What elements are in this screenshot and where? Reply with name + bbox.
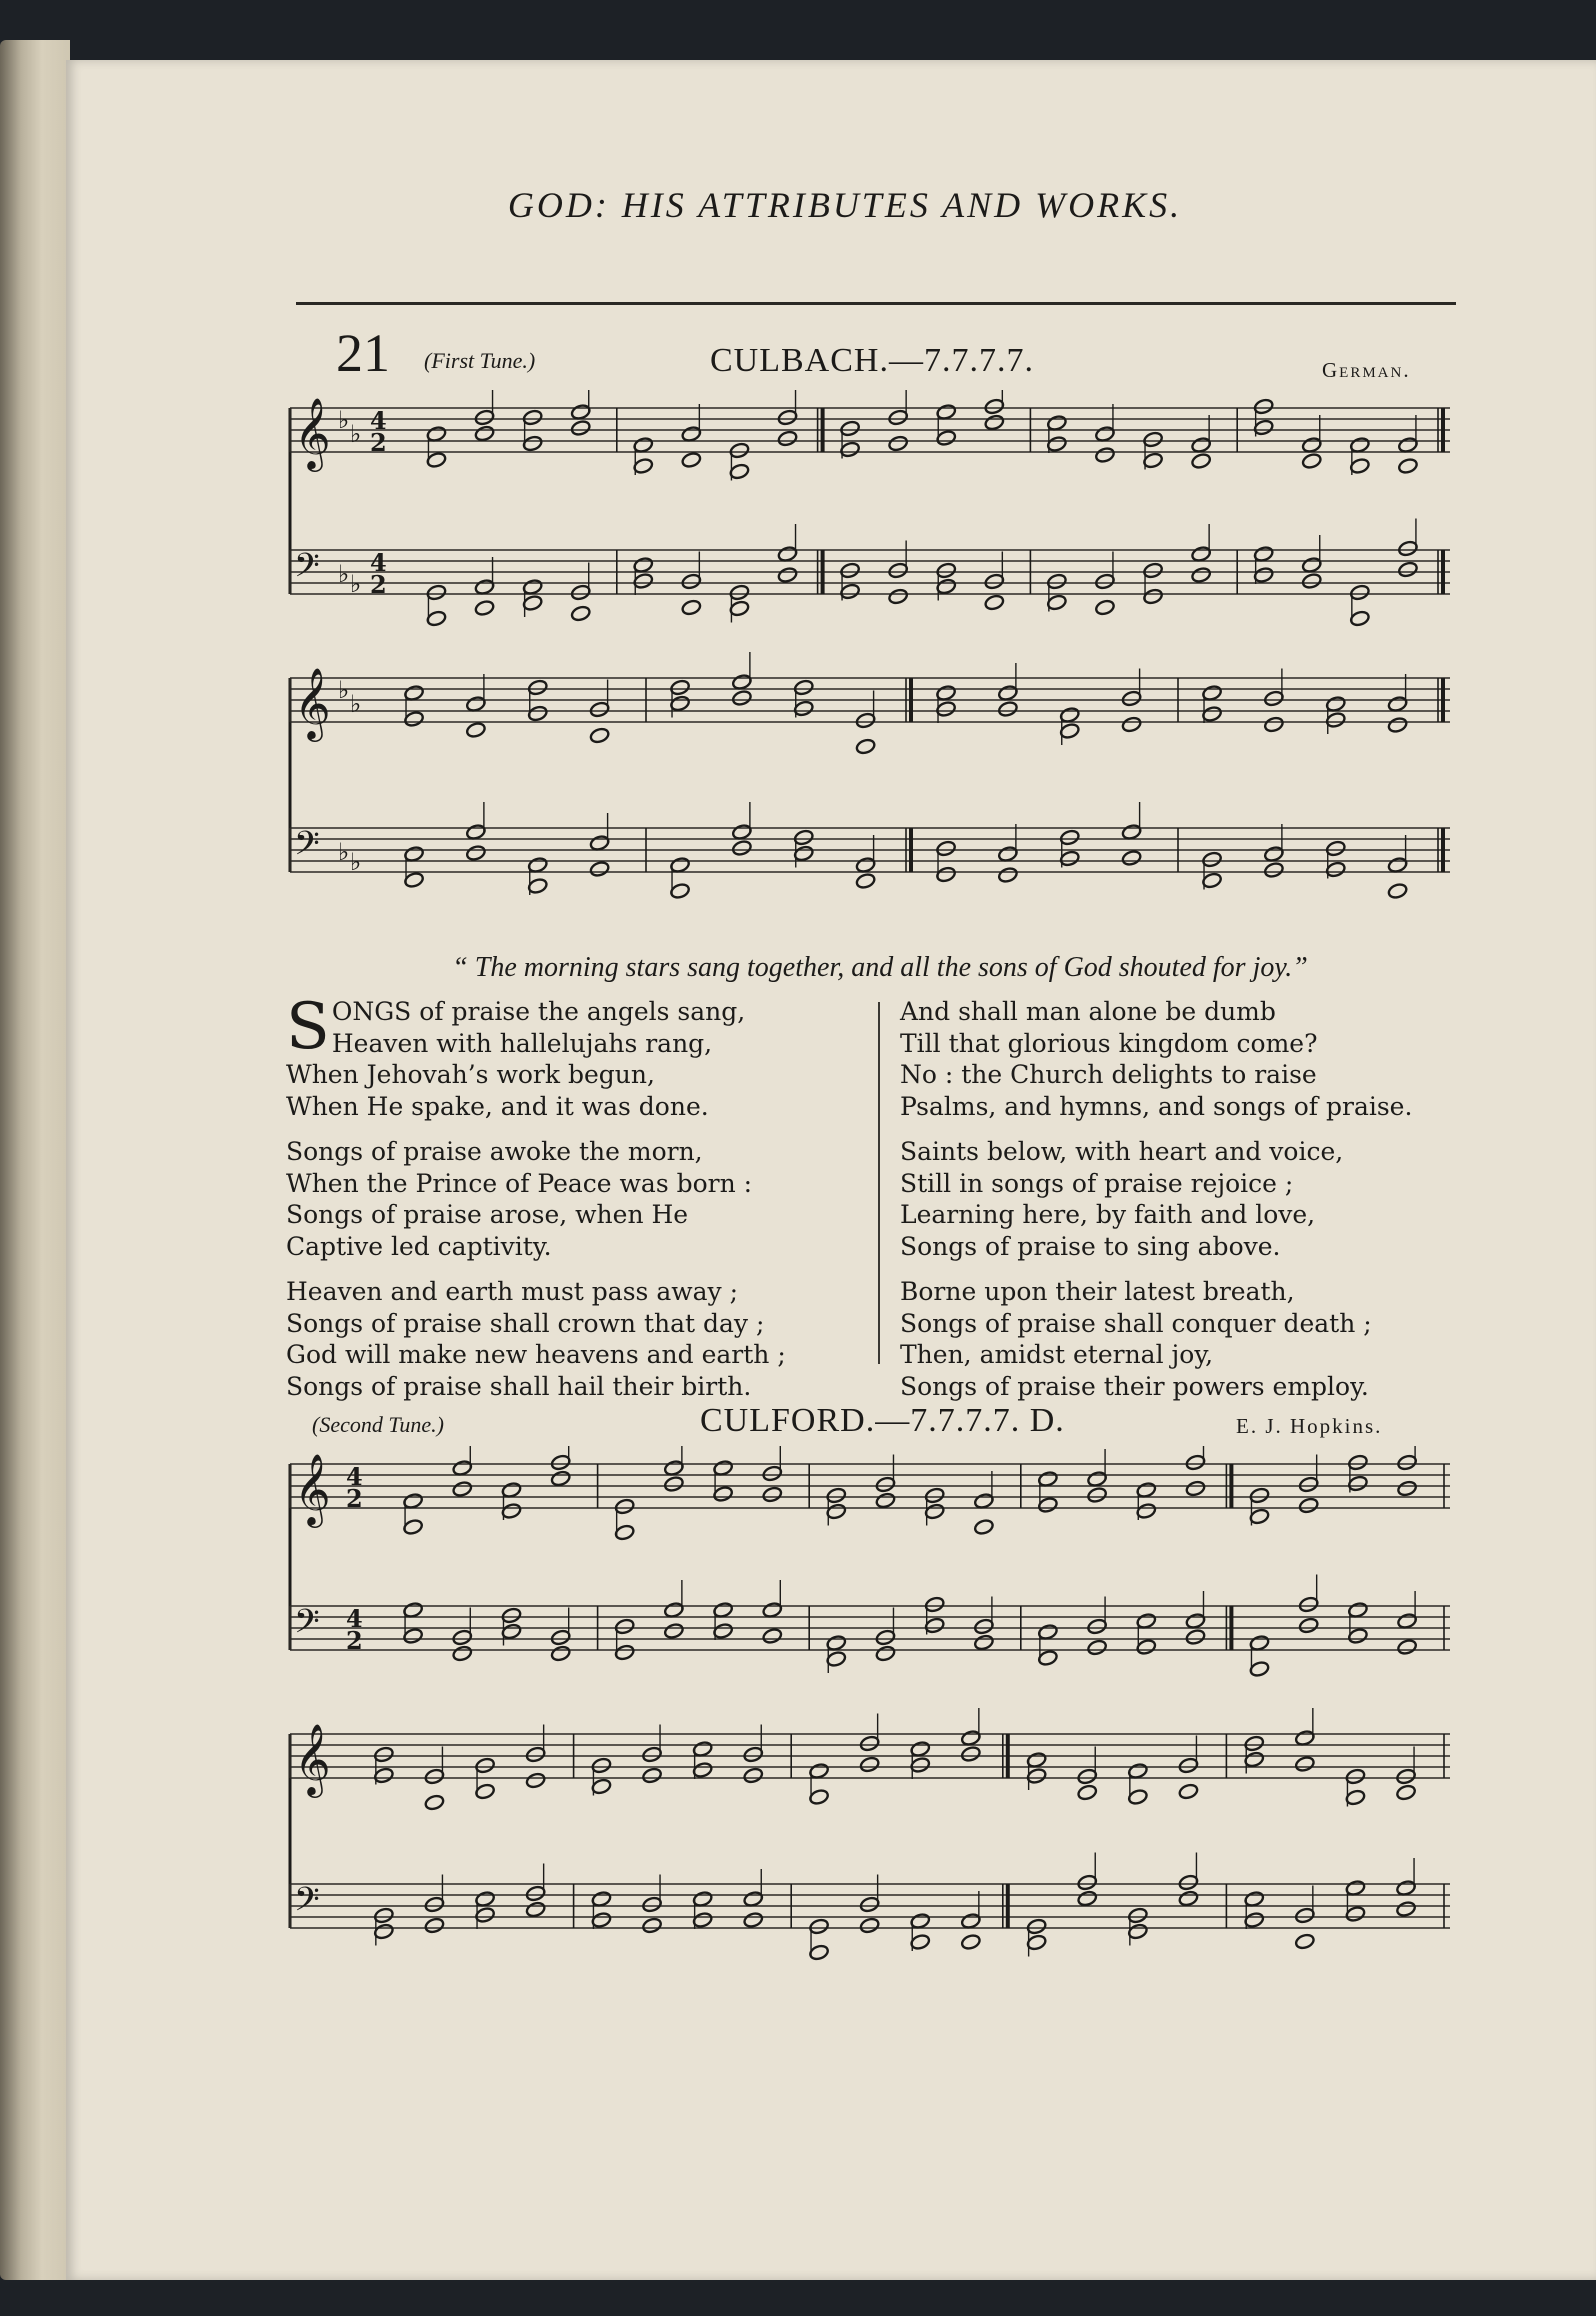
note-head xyxy=(1121,849,1142,866)
tune2-label: (Second Tune.) xyxy=(312,1412,444,1437)
stanza xyxy=(286,1136,876,1262)
verse-line: Still in songs of praise rejoice ; xyxy=(900,1168,1294,1198)
bass-clef: 𝄢 xyxy=(294,547,320,593)
note-head xyxy=(1191,452,1212,469)
note-head xyxy=(1087,1639,1108,1656)
verse-line: When the Prince of Peace was born : xyxy=(286,1168,753,1198)
verse-line: Learning here, by faith and love, xyxy=(900,1200,1316,1229)
note-head xyxy=(1397,457,1418,474)
verse-line: Songs of praise arose, when He xyxy=(286,1200,689,1229)
verse-line: When He spake, and it was done. xyxy=(286,1091,709,1121)
note-head xyxy=(777,430,798,447)
note-head xyxy=(1301,452,1322,469)
note-head xyxy=(570,419,591,436)
time-signature-top: 4 xyxy=(346,1462,363,1491)
note-head xyxy=(589,727,610,744)
flat-sign: ♭ xyxy=(350,570,362,598)
note-head xyxy=(1294,1755,1315,1772)
note-head xyxy=(465,844,486,861)
note-head xyxy=(1263,861,1284,878)
flat-sign: ♭ xyxy=(350,420,362,448)
stanza xyxy=(900,1276,1490,1402)
verse-line: Captive led captivity. xyxy=(286,1231,552,1261)
note-head xyxy=(731,839,752,856)
note-head xyxy=(855,872,876,889)
note-head xyxy=(762,1627,783,1644)
note-head xyxy=(1397,561,1418,578)
note-head xyxy=(642,1917,663,1934)
note-head xyxy=(997,700,1018,717)
note-head xyxy=(743,1767,764,1784)
stanza xyxy=(900,996,1490,1122)
time-signature-top: 4 xyxy=(346,1604,363,1633)
note-head xyxy=(1087,1486,1108,1503)
note-head xyxy=(984,594,1005,611)
note-head xyxy=(997,866,1018,883)
note-head xyxy=(777,566,798,583)
note-head xyxy=(888,435,909,452)
treble-clef: 𝄞 xyxy=(294,1452,331,1525)
tune1-label: (First Tune.) xyxy=(424,348,536,373)
hymn-number: 21 xyxy=(336,323,390,383)
verse-line: Then, amidst eternal joy, xyxy=(900,1340,1214,1369)
note-head xyxy=(424,1917,445,1934)
flat-sign: ♭ xyxy=(338,838,350,866)
note-head xyxy=(642,1767,663,1784)
time-signature-bottom: 2 xyxy=(370,428,387,457)
time-signature-bottom: 2 xyxy=(346,1626,363,1655)
page-header: GOD: HIS ATTRIBUTES AND WORKS. xyxy=(507,185,1183,225)
bass-clef: 𝄢 xyxy=(294,1881,320,1927)
verse-line: Songs of praise their powers employ. xyxy=(900,1371,1369,1401)
stanza xyxy=(900,1136,1490,1262)
note-head xyxy=(1185,1628,1206,1645)
note-head xyxy=(875,1645,896,1662)
note-head xyxy=(1387,716,1408,733)
note-head xyxy=(550,1645,571,1662)
verse-line: ONGS of praise the angels sang, xyxy=(331,997,746,1026)
note-head xyxy=(589,860,610,877)
note-head xyxy=(681,451,702,468)
note-head xyxy=(1185,1480,1206,1497)
note-head xyxy=(663,1475,684,1492)
verse-line: Songs of praise awoke the morn, xyxy=(286,1137,703,1166)
note-head xyxy=(474,425,495,442)
bass-clef: 𝄢 xyxy=(294,1603,320,1649)
hymn-verses xyxy=(286,990,1466,1401)
flat-sign: ♭ xyxy=(338,560,350,588)
note-head xyxy=(984,414,1005,431)
flat-sign: ♭ xyxy=(338,676,350,704)
note-head xyxy=(1263,716,1284,733)
note-head xyxy=(762,1486,783,1503)
note-head xyxy=(875,1492,896,1509)
note-head xyxy=(465,721,486,738)
note-head xyxy=(855,738,876,755)
note-head xyxy=(731,689,752,706)
note-head xyxy=(1397,1638,1418,1655)
note-head xyxy=(570,605,591,622)
note-head xyxy=(859,1917,880,1934)
note-head xyxy=(973,1634,994,1651)
tune2-composer: E. J. Hopkins. xyxy=(1236,1414,1383,1438)
note-head xyxy=(1178,1890,1199,1907)
flat-sign: ♭ xyxy=(338,406,350,434)
note-head xyxy=(1094,446,1115,463)
flat-sign: ♭ xyxy=(350,690,362,718)
treble-clef: 𝄞 xyxy=(294,396,331,469)
verse-line: Songs of praise to sing above. xyxy=(900,1231,1281,1261)
verse-line: Psalms, and hymns, and songs of praise. xyxy=(900,1091,1413,1121)
note-head xyxy=(1387,882,1408,899)
verse-line: Songs of praise shall hail their birth. xyxy=(286,1371,752,1401)
flat-sign: ♭ xyxy=(350,848,362,876)
tune1-composer: German. xyxy=(1322,358,1411,382)
verse-line: God will make new heavens and earth ; xyxy=(286,1340,786,1369)
note-head xyxy=(960,1933,981,1950)
verse-line: Songs of praise shall crown that day ; xyxy=(286,1308,765,1338)
note-head xyxy=(525,1772,546,1789)
column-divider xyxy=(878,1002,880,1364)
note-head xyxy=(1396,1784,1417,1801)
note-head xyxy=(960,1745,981,1762)
bass-clef: 𝄢 xyxy=(294,825,320,871)
verses-left-column xyxy=(286,990,876,1416)
scripture-quote: “ The morning stars sang together, and all the sons of God shouted for joy.” xyxy=(452,952,1308,983)
book-edge xyxy=(0,40,70,2280)
treble-clef: 𝄞 xyxy=(294,666,331,739)
verse-line: And shall man alone be dumb xyxy=(900,997,1276,1026)
verse-line: Till that glorious kingdom come? xyxy=(900,1028,1318,1058)
drop-cap: S xyxy=(286,990,330,1064)
note-head xyxy=(1294,1933,1315,1950)
time-signature-bottom: 2 xyxy=(370,570,387,599)
tune1-name: CULBACH.—7.7.7.7. xyxy=(710,342,1034,379)
stanza xyxy=(286,1276,876,1402)
note-head xyxy=(1077,1784,1098,1801)
verse-line: Heaven and earth must pass away ; xyxy=(286,1277,739,1306)
note-head xyxy=(859,1756,880,1773)
verse-line: Saints below, with heart and voice, xyxy=(900,1137,1344,1166)
note-head xyxy=(1191,566,1212,583)
note-head xyxy=(424,1794,445,1811)
note-head xyxy=(1178,1783,1199,1800)
tune1-score xyxy=(280,390,1470,950)
verse-line: When Jehovah’s work begun, xyxy=(286,1060,655,1089)
tune2-name: CULFORD.—7.7.7.7. D. xyxy=(700,1402,1065,1439)
note-head xyxy=(973,1518,994,1535)
note-head xyxy=(681,599,702,616)
note-head xyxy=(888,588,909,605)
time-signature-top: 4 xyxy=(370,548,387,577)
note-head xyxy=(1121,716,1142,733)
time-signature-top: 4 xyxy=(370,406,387,435)
stanza xyxy=(286,990,876,1122)
header-rule xyxy=(296,302,1456,305)
note-head xyxy=(1397,1480,1418,1497)
time-signature-bottom: 2 xyxy=(346,1484,363,1513)
note-head xyxy=(1396,1900,1417,1917)
note-head xyxy=(452,1645,473,1662)
note-head xyxy=(550,1470,571,1487)
note-head xyxy=(663,1622,684,1639)
note-head xyxy=(1298,1617,1319,1634)
note-head xyxy=(1094,599,1115,616)
treble-clef: 𝄞 xyxy=(294,1722,331,1795)
note-head xyxy=(474,599,495,616)
note-head xyxy=(1298,1497,1319,1514)
tune2-score xyxy=(280,1446,1470,2006)
verse-line: Borne upon their latest breath, xyxy=(900,1277,1295,1306)
verse-line: No : the Church delights to raise xyxy=(900,1060,1317,1089)
note-head xyxy=(1301,572,1322,589)
note-head xyxy=(743,1911,764,1928)
verses-right-column xyxy=(900,996,1490,1416)
verse-line: Songs of praise shall conquer death ; xyxy=(900,1308,1372,1338)
note-head xyxy=(1077,1890,1098,1907)
note-head xyxy=(452,1480,473,1497)
note-head xyxy=(525,1901,546,1918)
verse-line: Heaven with hallelujahs rang, xyxy=(331,1028,713,1058)
